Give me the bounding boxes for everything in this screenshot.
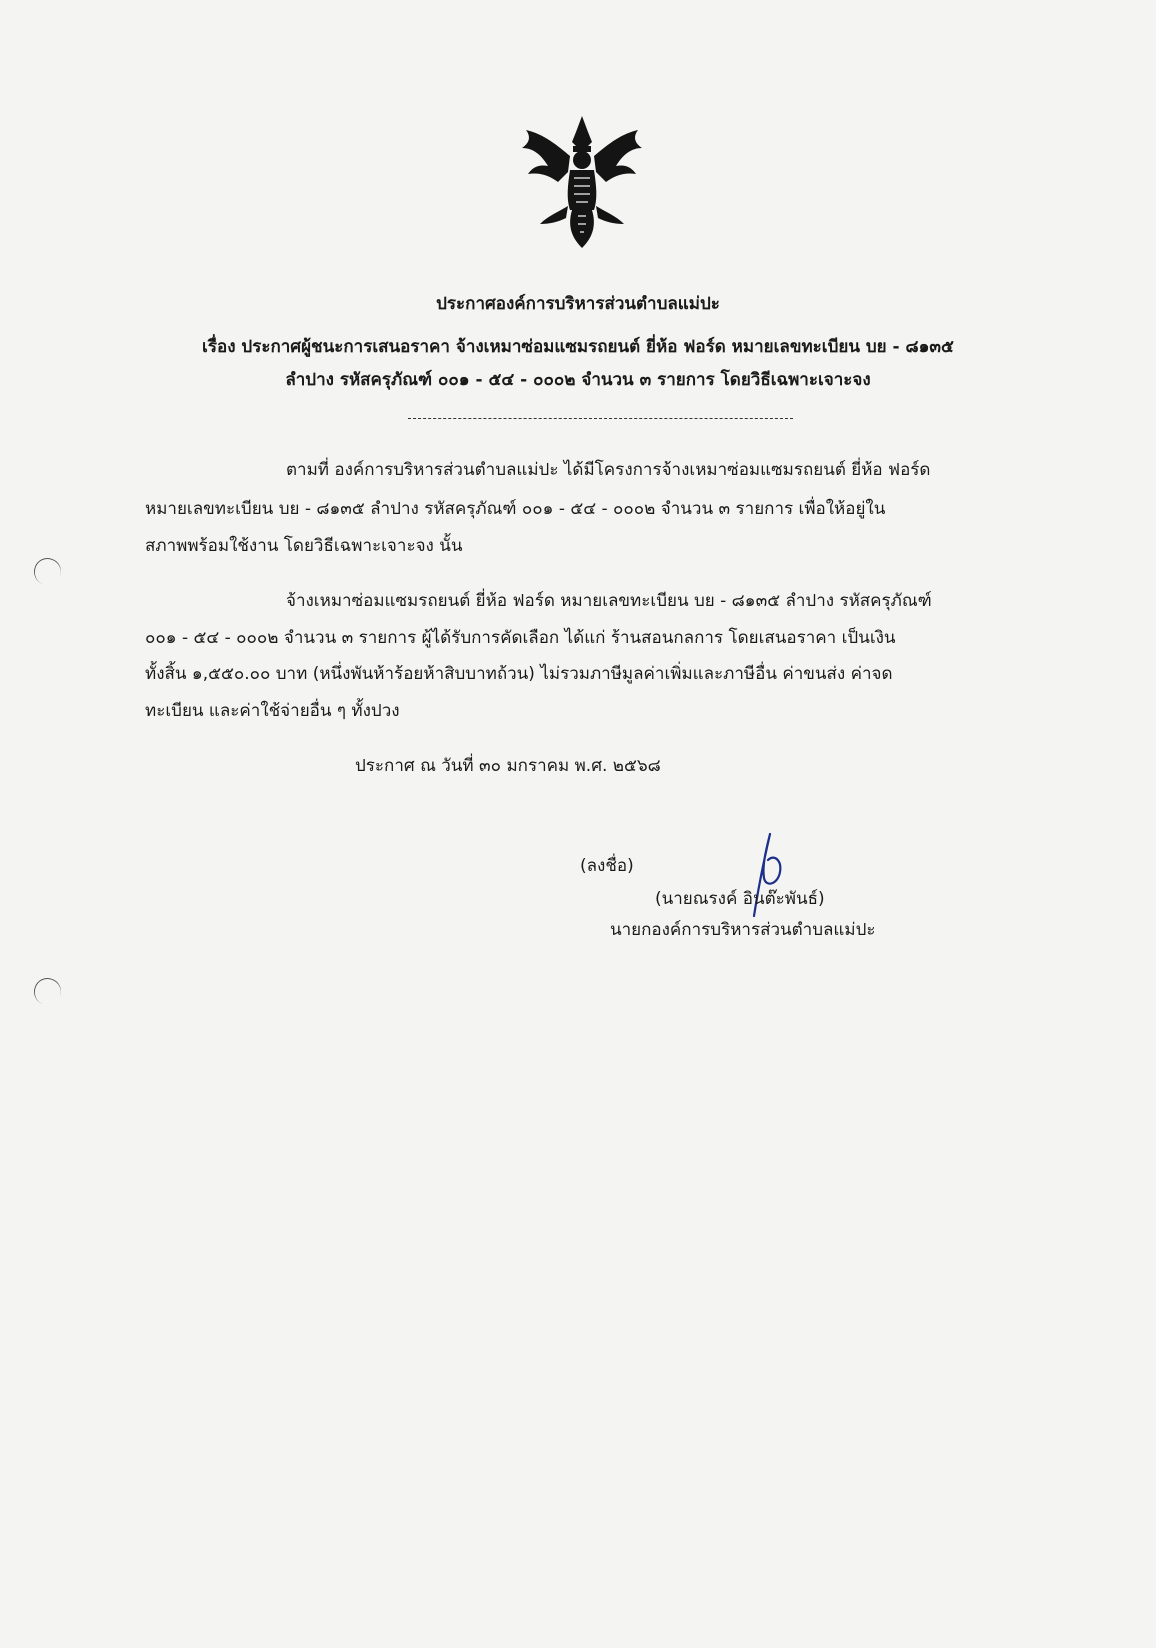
signatory-position: นายกองค์การบริหารส่วนตำบลแม่ปะ	[610, 920, 876, 940]
announcement-date: ประกาศ ณ วันที่ ๓๐ มกราคม พ.ศ. ๒๕๖๘	[355, 756, 661, 776]
paragraph-1-line-1: ตามที่ องค์การบริหารส่วนตำบลแม่ปะ ได้มีโครงการจ้างเหมาซ่อมแซมรถยนต์ ยี่ห้อ ฟอร์ด	[286, 460, 931, 480]
signature-label: (ลงชื่อ)	[580, 856, 634, 876]
paragraph-2-line-3: ทั้งสิ้น ๑,๕๕๐.๐๐ บาท (หนึ่งพันห้าร้อยห้าสิบบาทถ้วน) ไม่รวมภาษีมูลค่าเพิ่มและภาษีอื่น ค่าขนส่ง ค่าจด	[145, 664, 893, 684]
subject-line-1: เรื่อง ประกาศผู้ชนะการเสนอราคา จ้างเหมาซ่อมแซมรถยนต์ ยี่ห้อ ฟอร์ด หมายเลขทะเบียน บย - ๘๑๓๕	[202, 337, 954, 357]
paragraph-2-line-1: จ้างเหมาซ่อมแซมรถยนต์ ยี่ห้อ ฟอร์ด หมายเลขทะเบียน บย - ๘๑๓๕ ลำปาง รหัสครุภัณฑ์	[286, 591, 932, 611]
paragraph-2-line-2: ๐๐๑ - ๕๔ - ๐๐๐๒ จำนวน ๓ รายการ ผู้ได้รับการคัดเลือก ได้แก่ ร้านสอนกลการ โดยเสนอราคา เป็นเงิน	[145, 628, 896, 648]
punch-hole-mark	[30, 974, 65, 1009]
signatory-name: (นายณรงค์ อินต๊ะพันธ์)	[655, 889, 825, 909]
subject-line-2: ลำปาง รหัสครุภัณฑ์ ๐๐๑ - ๕๔ - ๐๐๐๒ จำนวน ๓ รายการ โดยวิธีเฉพาะเจาะจง	[285, 370, 871, 390]
divider	[408, 418, 793, 419]
garuda-emblem-icon	[518, 112, 646, 252]
paragraph-2-line-4: ทะเบียน และค่าใช้จ่ายอื่น ๆ ทั้งปวง	[145, 701, 400, 721]
paragraph-1-line-3: สภาพพร้อมใช้งาน โดยวิธีเฉพาะเจาะจง นั้น	[145, 536, 463, 556]
punch-hole-mark	[30, 554, 65, 589]
announcement-title: ประกาศองค์การบริหารส่วนตำบลแม่ปะ	[436, 294, 720, 314]
paragraph-1-line-2: หมายเลขทะเบียน บย - ๘๑๓๕ ลำปาง รหัสครุภัณฑ์ ๐๐๑ - ๕๔ - ๐๐๐๒ จำนวน ๓ รายการ เพื่อให้อยู่ใน	[145, 499, 886, 519]
